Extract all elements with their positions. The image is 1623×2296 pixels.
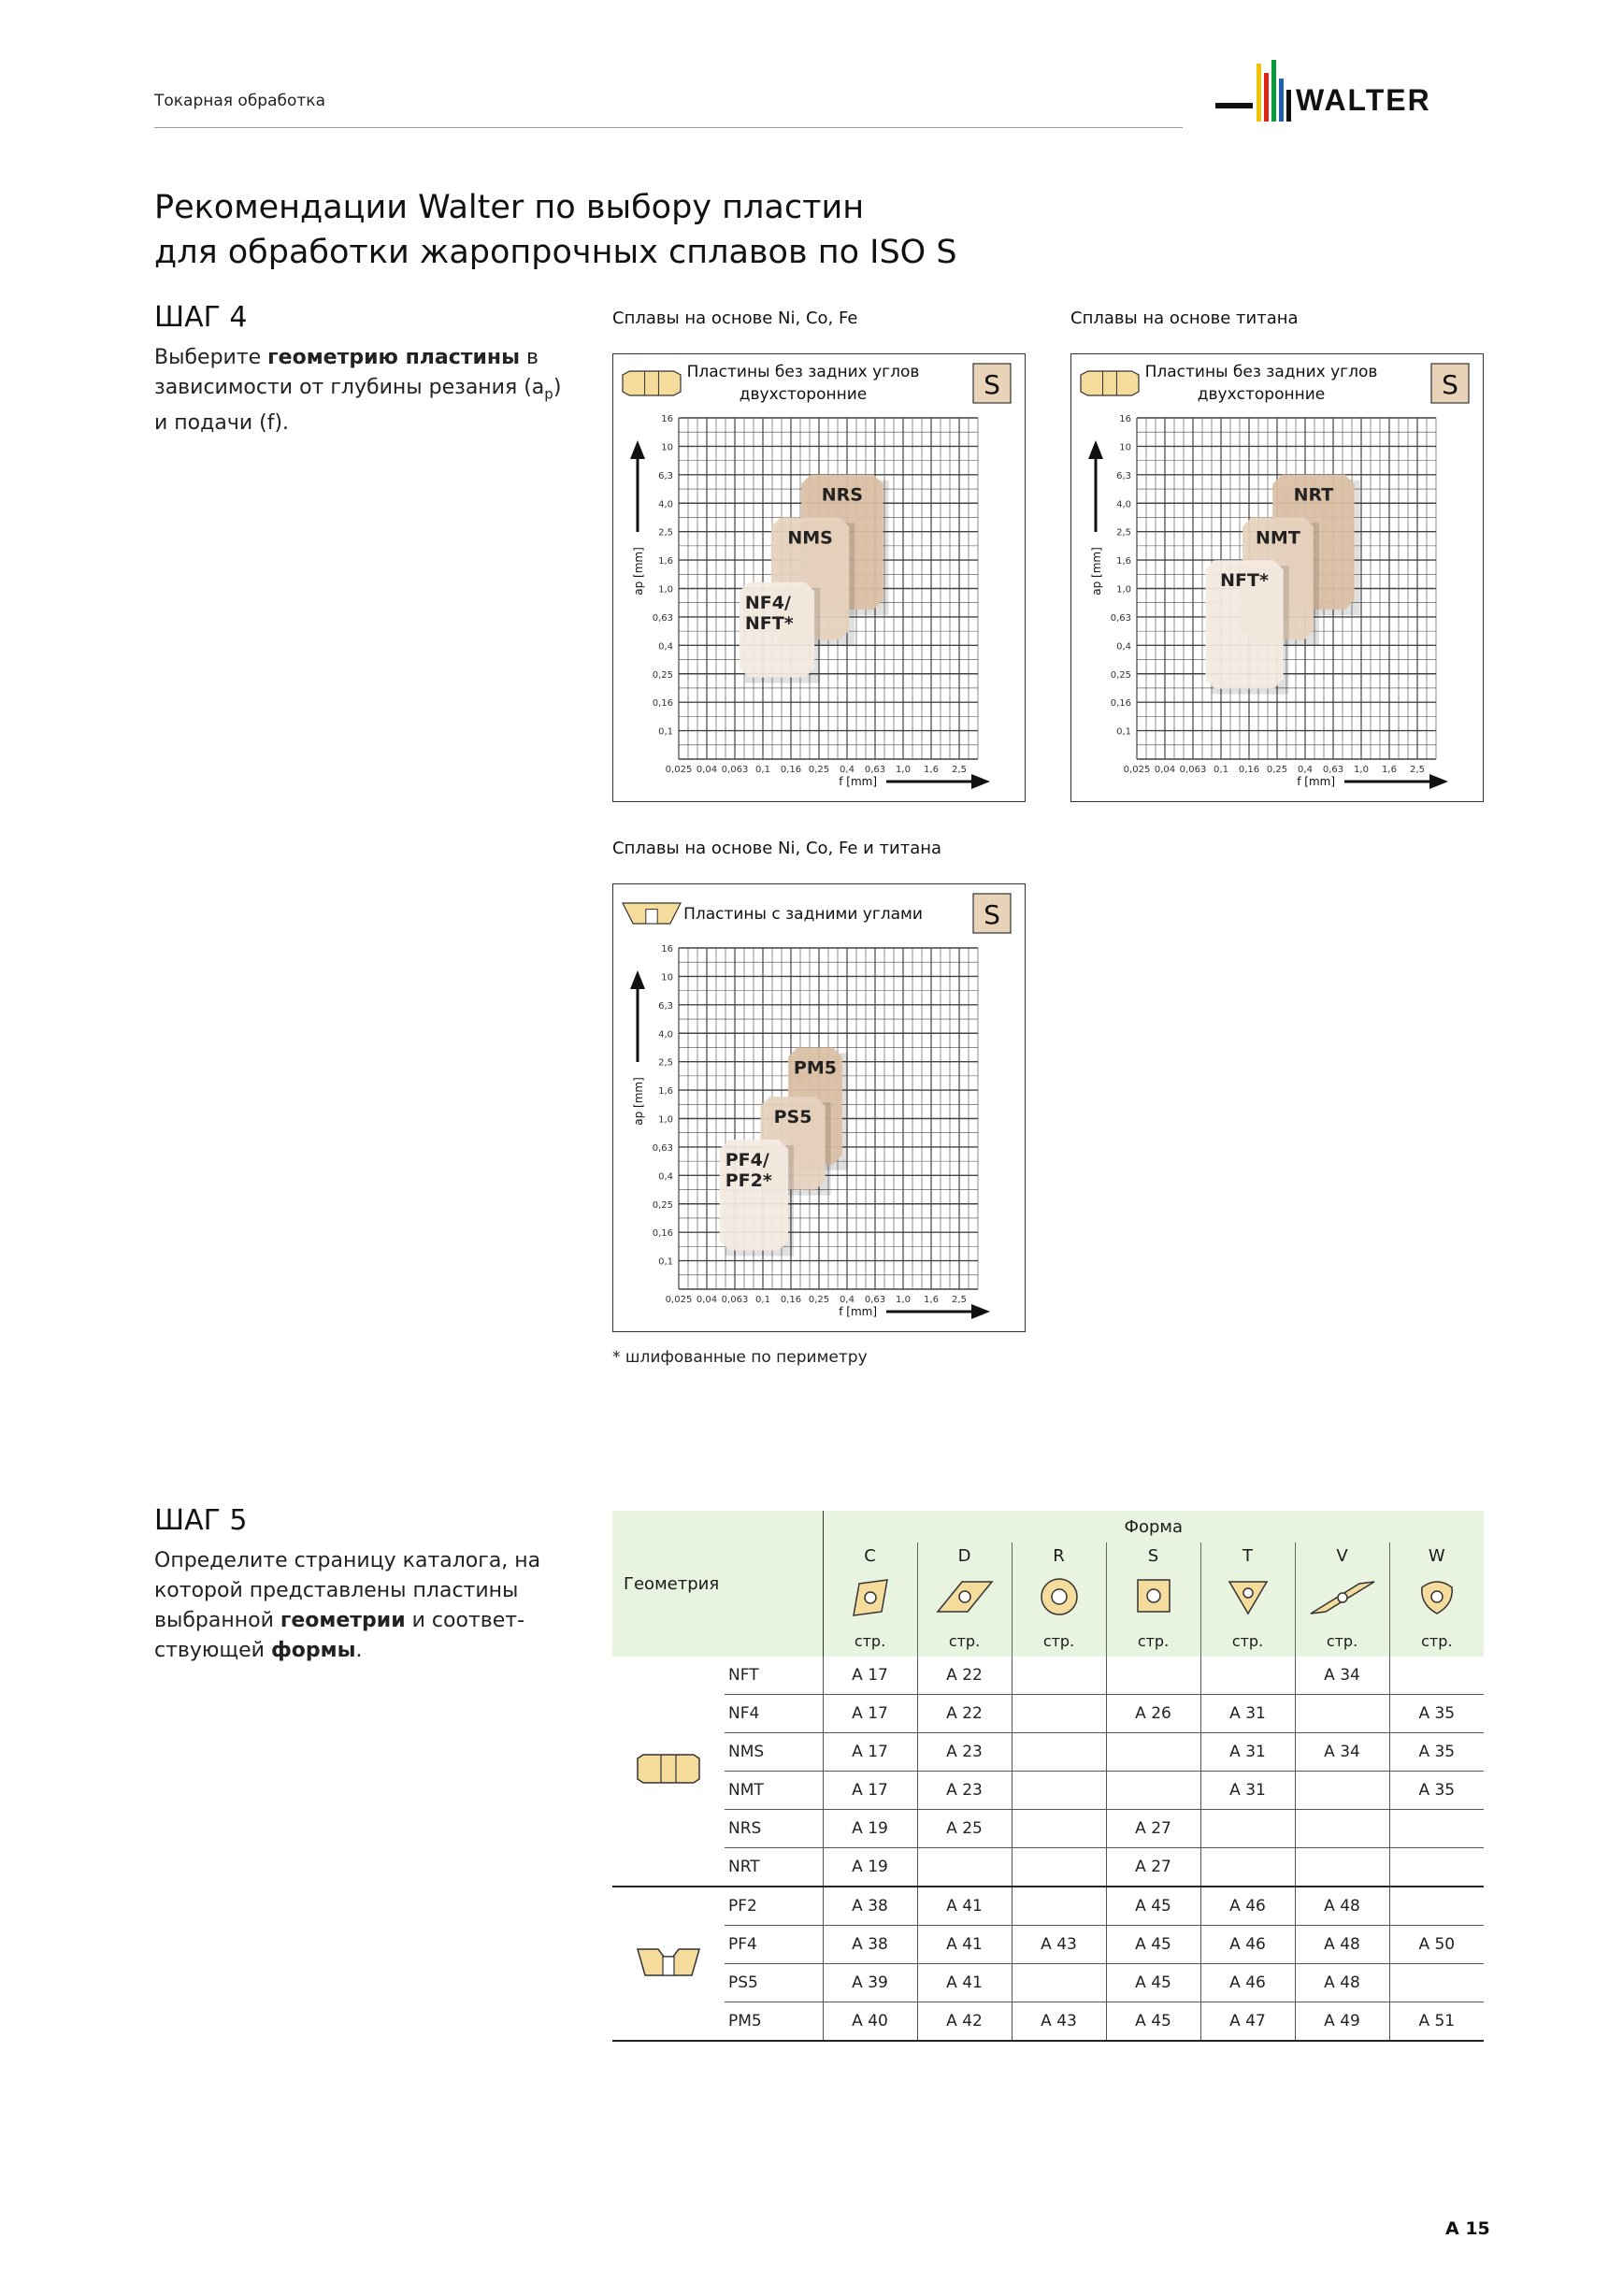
page-ref-header: стр. [1012,1625,1106,1657]
trigon-insert-icon [1416,1574,1458,1619]
page-ref-cell: A 48 [1295,1887,1389,1926]
page-ref-cell: A 27 [1106,1810,1200,1848]
page-ref-cell: A 50 [1389,1926,1484,1964]
chart-title [687,363,920,404]
region-label: NMS [787,527,833,549]
table-row [612,2002,1484,2042]
chart-title-line-1: Пластины без задних углов [686,363,920,381]
y-tick-label: 4,0 [1116,499,1131,510]
page-ref-cell: A 17 [823,1657,917,1695]
page-ref-cell: A 39 [823,1964,917,2002]
y-tick-labels [1111,414,1131,738]
x-tick-label: 0,025 [665,1295,693,1305]
page-ref-cell: A 35 [1389,1695,1484,1733]
y-tick-label: 0,4 [1116,641,1131,653]
page-ref-cell: A 22 [917,1657,1012,1695]
page-ref-cell [1389,1848,1484,1887]
page-ref-cell: A 23 [917,1733,1012,1772]
y-tick-label: 0,16 [652,698,673,710]
x-tick-label: 0,4 [840,1295,855,1305]
page-ref-cell: A 38 [823,1887,917,1926]
y-axis-arrow [630,440,645,532]
x-tick-label: 0,063 [1179,765,1207,775]
table-row [612,1733,1484,1772]
chart-2-caption: Сплавы на основе титана [1070,309,1299,328]
table-row [612,1926,1484,1964]
page-ref-header: стр. [1295,1625,1389,1657]
y-tick-label: 0,4 [658,641,673,653]
page-ref-cell [1012,1772,1106,1810]
geometry-code: PF2 [725,1887,823,1926]
chart-title [683,905,923,924]
page-ref-cell: A 38 [823,1926,917,1964]
page-ref-cell: A 34 [1295,1657,1389,1695]
table-row [612,1887,1484,1926]
region-label: NFT* [744,612,794,634]
page-ref-cell: A 23 [917,1772,1012,1810]
x-tick-label: 0,25 [808,765,830,775]
x-tick-label: 0,025 [1123,765,1151,775]
page-ref-cell: A 26 [1106,1695,1200,1733]
geometry-code: PM5 [725,2002,823,2042]
step5-text: Определите страницу каталога, на которой представлены пластины выбранной геометрии и соответствующей формы. [154,1549,541,1662]
region-pf4 [720,1140,794,1256]
page-ref-cell [1012,1964,1106,2002]
positive-insert-profile-icon [636,1945,701,1977]
chart-3-caption: Сплавы на основе Ni, Co, Fe и титана [612,839,942,858]
y-tick-label: 0,1 [658,726,673,738]
region-nft [1205,560,1288,694]
insert-page-table [612,1511,1484,2042]
form-letter-w: W [1389,1543,1484,1569]
geometry-code: PF4 [725,1926,823,1964]
page-ref-cell: A 41 [917,1926,1012,1964]
x-axis-arrow [886,774,990,789]
page-ref-cell [1295,1810,1389,1848]
region-label: NF4/ [744,592,791,613]
page-ref-cell: A 43 [1012,1926,1106,1964]
x-tick-label: 2,5 [952,1295,967,1305]
page-ref-cell: A 31 [1200,1772,1295,1810]
rhombus-80-insert-icon [850,1574,891,1619]
page-number: A 15 [1445,2218,1490,2239]
table-row [612,1772,1484,1810]
page-ref-cell [1106,1733,1200,1772]
x-tick-labels [666,1295,967,1305]
page-ref-cell [1106,1657,1200,1695]
svg-text:WALTER: WALTER [1296,83,1431,117]
form-letter-d: D [917,1543,1012,1569]
y-tick-label: 6,3 [658,1000,673,1012]
y-tick-label: 0,1 [1116,726,1131,738]
x-tick-label: 1,6 [1382,765,1397,775]
y-tick-label: 4,0 [658,499,673,510]
x-tick-label: 1,6 [924,1295,939,1305]
chart-2 [1070,353,1484,802]
page-ref-cell: A 17 [823,1695,917,1733]
region-label: NFT* [1220,570,1269,592]
geometry-code: NF4 [725,1695,823,1733]
chart-title-line-2: двухсторонние [739,385,868,404]
y-tick-label: 16 [661,944,673,954]
iso-s-badge-label: S [984,369,1000,400]
geometry-code: NFT [725,1657,823,1695]
y-tick-label: 10 [661,972,673,983]
chart-title-line-1: Пластины без задних углов [1144,363,1378,381]
x-tick-label: 0,63 [1322,765,1344,775]
page-ref-cell: A 48 [1295,1964,1389,2002]
y-tick-label: 0,16 [1110,698,1131,710]
page-ref-cell: A 43 [1012,2002,1106,2042]
form-letter-c: C [823,1543,917,1569]
header-divider [154,127,1183,128]
page-ref-cell: A 22 [917,1695,1012,1733]
negative-insert-profile-icon [636,1753,701,1785]
chart-1 [612,353,1026,802]
page-ref-cell: A 47 [1200,2002,1295,2042]
chart-title-line-1: Пластины с задними углами [683,905,923,924]
y-tick-label: 16 [661,414,673,424]
page-ref-header: стр. [1106,1625,1200,1657]
table-row [612,1695,1484,1733]
y-tick-label: 0,16 [652,1228,673,1240]
page-ref-cell: A 35 [1389,1733,1484,1772]
page-ref-header: стр. [1389,1625,1484,1657]
table-row [612,1810,1484,1848]
page-ref-cell: A 40 [823,2002,917,2042]
page-ref-cell: A 17 [823,1733,917,1772]
geometry-code: NMS [725,1733,823,1772]
x-tick-label: 0,25 [808,1295,830,1305]
y-tick-label: 0,4 [658,1171,673,1183]
page-ref-cell [1200,1657,1295,1695]
page-ref-cell [1389,1657,1484,1695]
page-ref-cell [1295,1772,1389,1810]
page-ref-cell: A 34 [1295,1733,1389,1772]
x-tick-label: 0,04 [696,765,718,775]
x-tick-label: 1,0 [896,1295,911,1305]
y-tick-label: 1,6 [658,556,673,567]
form-letter-t: T [1200,1543,1295,1569]
y-tick-labels [653,944,673,1268]
region-nf4 [740,582,820,683]
page-ref-cell [1200,1848,1295,1887]
page-ref-cell: A 41 [917,1964,1012,2002]
page-ref-cell: A 46 [1200,1964,1295,2002]
page-ref-cell: A 19 [823,1848,917,1887]
page-ref-cell: A 27 [1106,1848,1200,1887]
y-tick-label: 0,25 [652,1199,673,1211]
table-row [612,1964,1484,2002]
x-tick-label: 0,16 [1238,765,1260,775]
x-tick-label: 0,04 [696,1295,718,1305]
y-tick-label: 4,0 [658,1029,673,1040]
region-label: NMT [1256,527,1300,549]
positive-insert-profile-icon [623,903,681,924]
page-ref-cell [1295,1695,1389,1733]
y-tick-label: 0,63 [652,612,673,624]
round-insert-icon [1039,1574,1080,1619]
y-tick-label: 1,0 [658,1114,673,1126]
region-label: PS5 [773,1107,812,1128]
x-axis-arrow [886,1304,990,1319]
chart-title [1145,363,1378,404]
page-ref-cell: A 42 [917,2002,1012,2042]
page-ref-cell: A 45 [1106,1926,1200,1964]
page-ref-cell: A 31 [1200,1695,1295,1733]
x-axis-arrow [1344,774,1448,789]
chart-title-line-2: двухсторонние [1197,385,1326,404]
y-tick-label: 6,3 [1116,470,1131,481]
x-tick-label: 1,0 [1354,765,1369,775]
region-label: NRS [821,484,863,506]
iso-s-badge-label: S [984,899,1000,930]
x-tick-label: 0,025 [665,765,693,775]
page-ref-cell [1389,1887,1484,1926]
page-title-line-2: для обработки жаропрочных сплавов по ISO S [154,234,957,271]
y-tick-label: 16 [1119,414,1131,424]
region-label: PM5 [793,1057,837,1079]
chart-1-caption: Сплавы на основе Ni, Co, Fe [612,309,858,328]
iso-s-badge-label: S [1442,369,1458,400]
page-ref-cell: A 17 [823,1772,917,1810]
x-tick-label: 0,16 [780,765,802,775]
x-tick-label: 0,1 [1214,765,1228,775]
triangle-insert-icon [1228,1574,1269,1619]
y-axis-label: ap [mm] [1090,547,1103,596]
page-ref-cell: A 45 [1106,2002,1200,2042]
page-ref-cell [1389,1964,1484,2002]
page-ref-cell [1200,1810,1295,1848]
page-ref-cell: A 31 [1200,1733,1295,1772]
page-ref-cell: A 25 [917,1810,1012,1848]
page-ref-cell: A 48 [1295,1926,1389,1964]
footnote: * шлифованные по периметру [612,1348,868,1367]
page-title-line-1: Рекомендации Walter по выбору пластин [154,189,865,226]
page-ref-cell: A 45 [1106,1887,1200,1926]
step5-title: ШАГ 5 [154,1504,248,1537]
page-ref-cell [1389,1810,1484,1848]
step4-text: Выберите геометрию пластины в зависимости от глубины резания $(a_p)$ и подачи (f). [154,346,562,436]
x-tick-label: 0,063 [721,1295,749,1305]
x-tick-label: 0,1 [755,765,770,775]
page-title [154,185,957,275]
geometry-header: Геометрия [612,1511,823,1657]
page-ref-header: стр. [1200,1625,1295,1657]
page-ref-cell: A 49 [1295,2002,1389,2042]
page-ref-header: стр. [823,1625,917,1657]
page-ref-cell: A 35 [1389,1772,1484,1810]
page-ref-cell: A 46 [1200,1887,1295,1926]
y-tick-label: 0,25 [1110,669,1131,681]
page-ref-header: стр. [917,1625,1012,1657]
x-tick-label: 1,6 [924,765,939,775]
x-axis-label: f [mm] [1297,775,1335,788]
y-tick-labels [653,414,673,738]
geometry-code: NRT [725,1848,823,1887]
region-label: NRT [1293,484,1334,506]
page-ref-cell [1106,1772,1200,1810]
geometry-code: PS5 [725,1964,823,2002]
x-tick-label: 0,25 [1266,765,1288,775]
rhombus-35-insert-icon [1309,1574,1376,1619]
square-insert-icon [1133,1574,1174,1619]
x-axis-label: f [mm] [839,775,877,788]
x-tick-labels [1124,765,1425,775]
page-ref-cell: A 41 [917,1887,1012,1926]
table-row [612,1657,1484,1695]
x-tick-label: 0,63 [864,1295,886,1305]
form-letter-r: R [1012,1543,1106,1569]
form-header: Форма [1124,1516,1184,1537]
y-tick-label: 0,63 [1110,612,1131,624]
page-ref-cell [1012,1887,1106,1926]
x-tick-label: 2,5 [952,765,967,775]
x-tick-labels [666,765,967,775]
x-axis-label: f [mm] [839,1305,877,1318]
page-ref-cell [1012,1810,1106,1848]
geometry-code: NRS [725,1810,823,1848]
y-tick-label: 10 [1119,442,1131,453]
x-tick-label: 2,5 [1410,765,1425,775]
x-tick-label: 0,16 [780,1295,802,1305]
region-label: PF4/ [725,1149,769,1170]
y-axis-arrow [1088,440,1103,532]
y-axis-label: ap [mm] [632,547,645,596]
rhombus-55-insert-icon [934,1574,996,1619]
y-tick-label: 6,3 [658,470,673,481]
x-tick-label: 0,4 [840,765,855,775]
y-tick-label: 1,6 [658,1086,673,1098]
y-tick-label: 0,25 [652,669,673,681]
y-axis-arrow [630,970,645,1062]
region-label: PF2* [725,1170,772,1191]
page-ref-cell: A 45 [1106,1964,1200,2002]
y-tick-label: 10 [661,442,673,453]
page-ref-cell [1012,1657,1106,1695]
y-tick-label: 0,63 [652,1142,673,1154]
form-letter-v: V [1295,1543,1389,1569]
page-ref-cell: A 51 [1389,2002,1484,2042]
y-tick-label: 1,0 [1116,584,1131,596]
y-axis-label: ap [mm] [632,1077,645,1126]
y-tick-label: 0,1 [658,1256,673,1268]
geometry-code: NMT [725,1772,823,1810]
x-tick-label: 0,63 [864,765,886,775]
step4-title: ШАГ 4 [154,301,248,334]
form-letter-s: S [1106,1543,1200,1569]
page-ref-cell [1012,1733,1106,1772]
y-tick-label: 2,5 [1116,527,1131,538]
page-ref-cell [1012,1848,1106,1887]
y-tick-label: 2,5 [658,1057,673,1069]
x-tick-label: 0,04 [1154,765,1176,775]
x-tick-label: 0,063 [721,765,749,775]
walter-logo [1215,56,1487,131]
x-tick-label: 0,4 [1298,765,1313,775]
y-tick-label: 2,5 [658,527,673,538]
y-tick-label: 1,6 [1116,556,1131,567]
table-row [612,1848,1484,1887]
page-ref-cell: A 19 [823,1810,917,1848]
chart-3 [612,883,1026,1332]
y-tick-label: 1,0 [658,584,673,596]
page-ref-cell [1295,1848,1389,1887]
page-ref-cell [1012,1695,1106,1733]
x-tick-label: 0,1 [755,1295,770,1305]
negative-insert-profile-icon [1081,371,1139,395]
page-ref-cell [917,1848,1012,1887]
section-label: Токарная обработка [154,92,325,110]
page-ref-cell: A 46 [1200,1926,1295,1964]
x-tick-label: 1,0 [896,765,911,775]
negative-insert-profile-icon [623,371,681,395]
